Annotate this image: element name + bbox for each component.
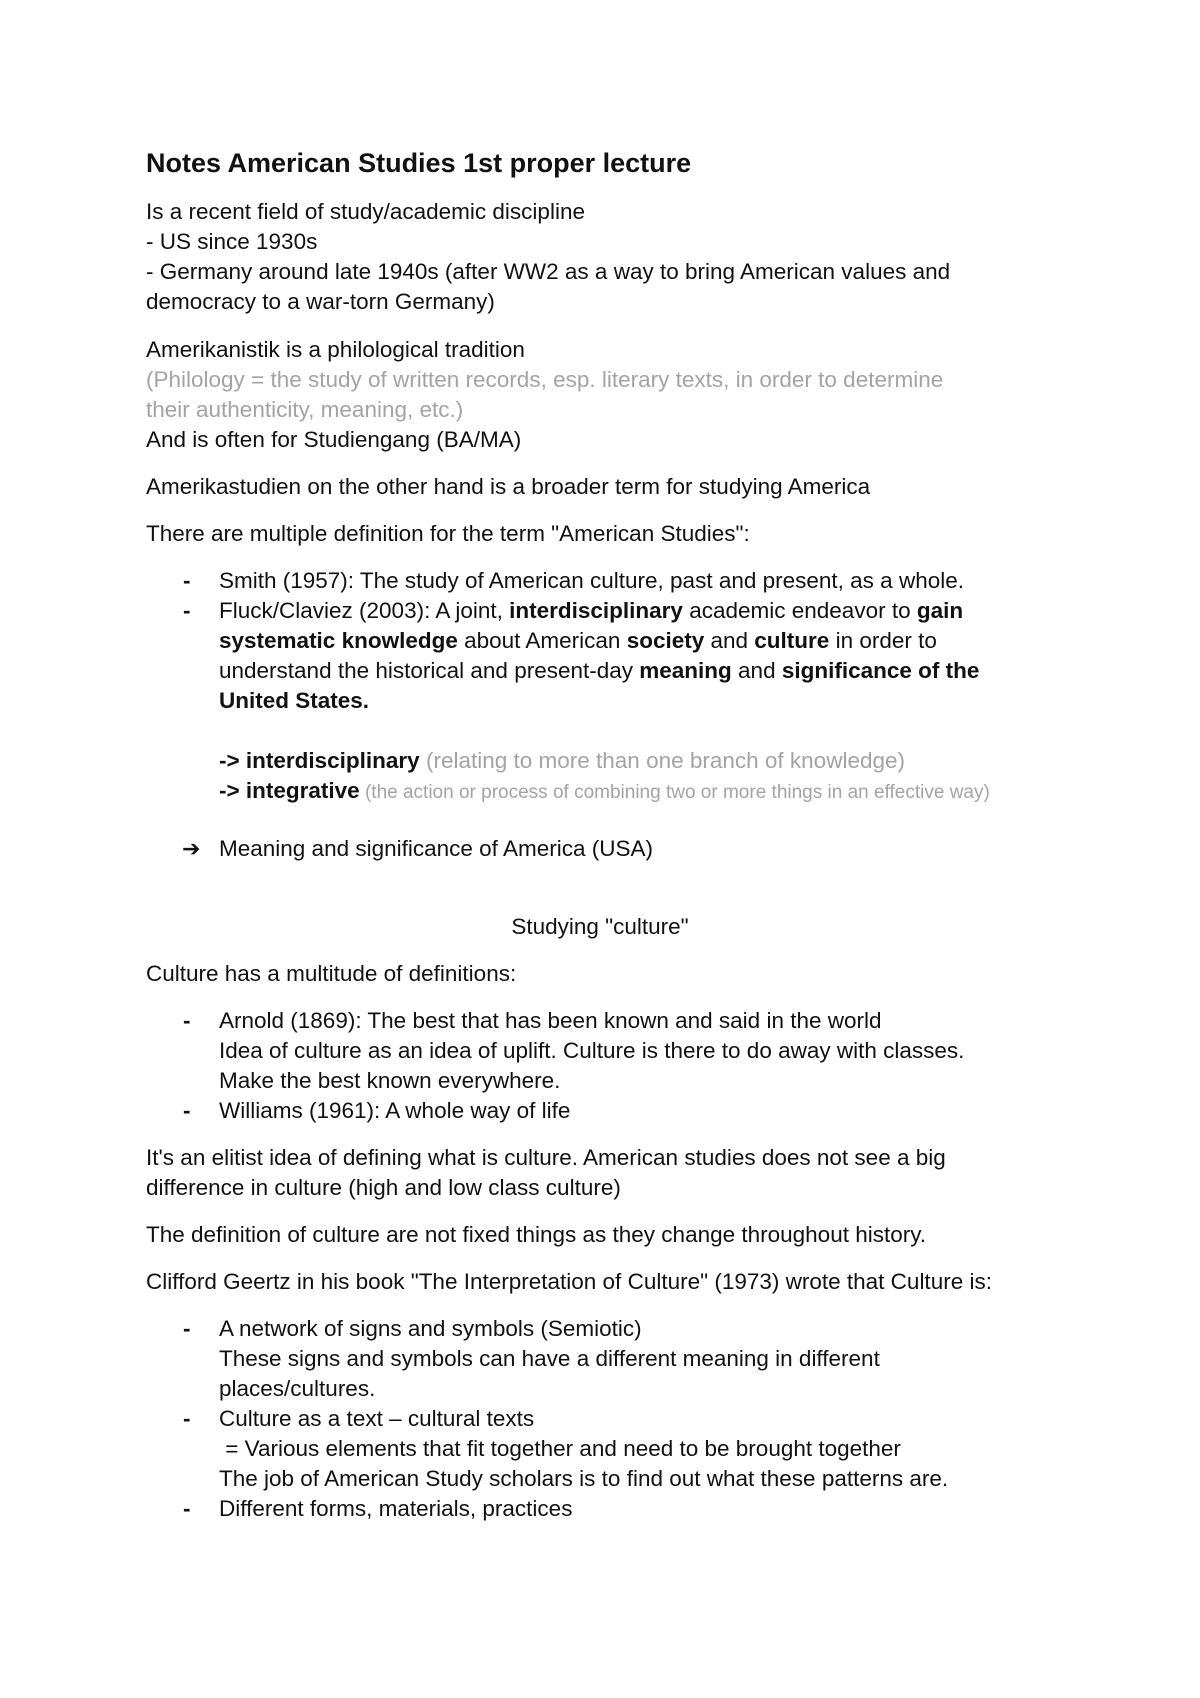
- elitist-line: difference in culture (high and low class culture): [146, 1175, 621, 1200]
- geertz-network-line: A network of signs and symbols (Semiotic): [219, 1316, 642, 1341]
- bullet-marker: -: [183, 598, 191, 623]
- fluck-definition-line: [219, 656, 979, 687]
- elitist-line: It's an elitist idea of defining what is culture. American studies does not see a big: [146, 1145, 946, 1170]
- geertz-network-line: places/cultures.: [219, 1376, 376, 1401]
- fluck-bold: society: [626, 628, 705, 653]
- geertz-text-line: = Various elements that fit together and need to be brought together: [219, 1436, 901, 1461]
- intro-line: Is a recent field of study/academic discipline: [146, 199, 585, 224]
- geertz-forms-line: Different forms, materials, practices: [219, 1496, 573, 1521]
- amerikastudien-line: Amerikastudien on the other hand is a broader term for studying America: [146, 474, 871, 499]
- culture-intro: Culture has a multitude of definitions:: [146, 961, 517, 986]
- arrow-prefix: ->: [219, 778, 246, 803]
- philology-definition: their authenticity, meaning, etc.): [146, 397, 464, 422]
- intro-line: - US since 1930s: [146, 229, 318, 254]
- fluck-bold: significance of the: [781, 658, 980, 683]
- bullet-marker: -: [183, 1406, 191, 1431]
- fluck-definition-line: United States.: [219, 688, 370, 713]
- fluck-bold: systematic knowledge: [219, 628, 458, 653]
- fluck-definition-line: [219, 596, 963, 627]
- geertz-network-line: These signs and symbols can have a different meaning in different: [219, 1346, 880, 1371]
- intro-line: democracy to a war-torn Germany): [146, 289, 495, 314]
- bullet-marker: -: [183, 1496, 191, 1521]
- geertz-text-line: Culture as a text – cultural texts: [219, 1406, 535, 1431]
- intro-line: - Germany around late 1940s (after WW2 as a way to bring American values and: [146, 259, 951, 284]
- term: interdisciplinary: [245, 748, 420, 773]
- fluck-text: and: [731, 658, 782, 683]
- term: integrative: [245, 778, 360, 803]
- fluck-bold: culture: [754, 628, 830, 653]
- arrow-icon: ➔: [182, 836, 201, 861]
- bullet-marker: -: [183, 568, 191, 593]
- arnold-line: Arnold (1869): The best that has been known and said in the world: [219, 1008, 882, 1033]
- amerikanistik-line: Amerikanistik is a philological tradition: [146, 337, 525, 362]
- bullet-marker: -: [183, 1008, 191, 1033]
- philology-definition: (Philology = the study of written records, esp. literary texts, in order to determine: [146, 367, 944, 392]
- fluck-text: Fluck/Claviez (2003): A joint,: [219, 598, 510, 623]
- arrow-prefix: ->: [219, 748, 246, 773]
- bullet-marker: -: [183, 1316, 191, 1341]
- fluck-bold: gain: [916, 598, 964, 623]
- gloss: (the action or process of combining two or more things in an effective way): [359, 782, 990, 803]
- definitions-intro: There are multiple definition for the term "American Studies":: [146, 521, 750, 546]
- fluck-bold: meaning: [639, 658, 732, 683]
- not-fixed-line: The definition of culture are not fixed things as they change throughout history.: [146, 1222, 927, 1247]
- williams-definition: Williams (1961): A whole way of life: [219, 1098, 571, 1123]
- fluck-text: academic endeavor to: [682, 598, 917, 623]
- amerikanistik-line: And is often for Studiengang (BA/MA): [146, 427, 522, 452]
- fluck-text: and: [704, 628, 755, 653]
- smith-definition: Smith (1957): The study of American culture, past and present, as a whole.: [219, 568, 964, 593]
- section-heading: Studying "culture": [511, 914, 689, 939]
- fluck-text: understand the historical and present-day: [219, 658, 640, 683]
- fluck-text: about American: [457, 628, 627, 653]
- integrative-note: [219, 776, 990, 809]
- arnold-line: Idea of culture as an idea of uplift. Culture is there to do away with classes.: [219, 1038, 965, 1063]
- fluck-definition-line: [219, 626, 937, 657]
- geertz-intro: Clifford Geertz in his book "The Interpretation of Culture" (1973) wrote that Culture is:: [146, 1269, 992, 1294]
- fluck-bold: interdisciplinary: [509, 598, 683, 623]
- gloss: (relating to more than one branch of knowledge): [419, 748, 905, 773]
- bullet-marker: -: [183, 1098, 191, 1123]
- fluck-text: in order to: [829, 628, 937, 653]
- interdisciplinary-note: [219, 746, 905, 777]
- arnold-line: Make the best known everywhere.: [219, 1068, 561, 1093]
- page-title: Notes American Studies 1st proper lecture: [146, 148, 692, 178]
- geertz-text-line: The job of American Study scholars is to find out what these patterns are.: [219, 1466, 949, 1491]
- meaning-line: Meaning and significance of America (USA): [219, 836, 653, 861]
